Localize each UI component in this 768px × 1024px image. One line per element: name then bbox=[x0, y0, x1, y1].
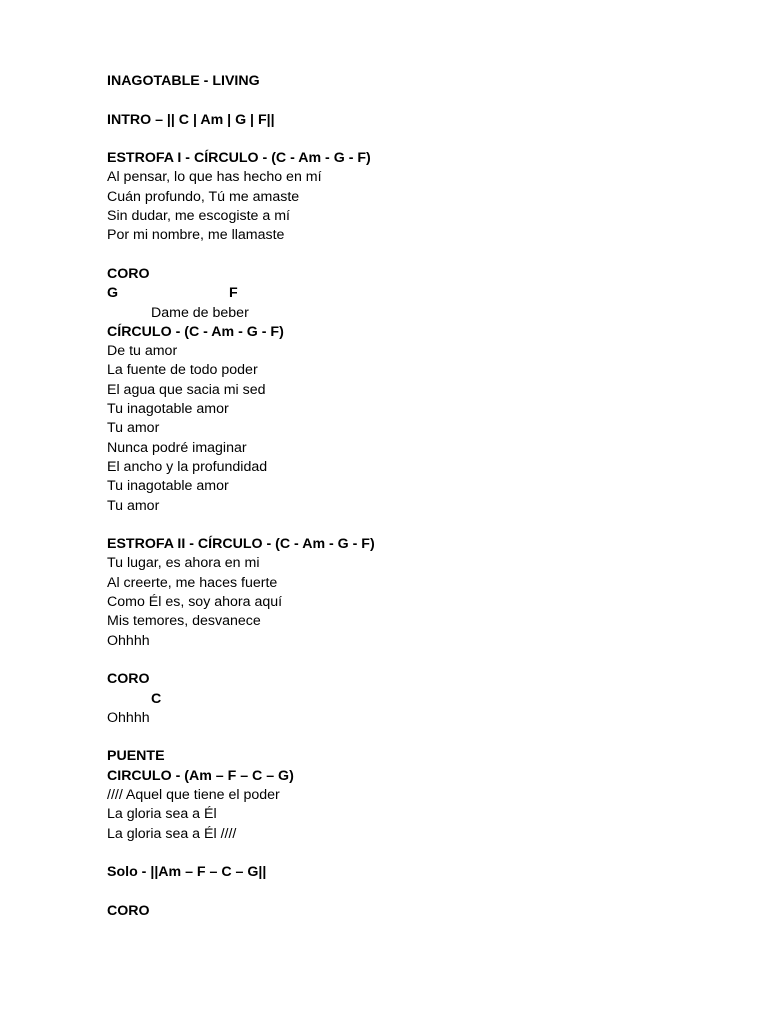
chorus-1 bbox=[107, 265, 707, 516]
lyric-line: El agua que sacia mi sed bbox=[107, 381, 266, 398]
spacer bbox=[107, 844, 707, 863]
lyric-line: //// Aquel que tiene el poder bbox=[107, 786, 280, 803]
lyric-line: La gloria sea a Él //// bbox=[107, 825, 237, 842]
final-chorus-heading: CORO bbox=[107, 902, 150, 919]
lyric-line: El ancho y la profundidad bbox=[107, 458, 268, 475]
chorus-1-heading: CORO bbox=[107, 265, 150, 282]
lyric-line: Tu amor bbox=[107, 497, 160, 514]
lyric-line: Mis temores, desvanece bbox=[107, 613, 261, 630]
chorus-2-heading: CORO bbox=[107, 671, 150, 688]
verse-1 bbox=[107, 149, 707, 245]
chord-row bbox=[107, 284, 707, 303]
bridge-heading: PUENTE bbox=[107, 748, 165, 765]
spacer bbox=[107, 91, 707, 110]
lyric-line: Al creerte, me haces fuerte bbox=[107, 574, 278, 591]
lyric-line: Por mi nombre, me llamaste bbox=[107, 227, 285, 244]
lyric-line: Tu inagotable amor bbox=[107, 401, 229, 418]
spacer bbox=[107, 130, 707, 149]
song-sheet bbox=[107, 72, 707, 921]
lyric-line: La gloria sea a Él bbox=[107, 806, 217, 823]
lyric-line: Ohhhh bbox=[107, 632, 150, 649]
spacer bbox=[107, 246, 707, 265]
lyric-line: Nunca podré imaginar bbox=[107, 439, 247, 456]
lyric-line: Ohhhh bbox=[107, 709, 150, 726]
intro-chords: INTRO – || C | Am | G | F|| bbox=[107, 111, 275, 128]
chord-g: G bbox=[107, 285, 119, 302]
song-title: INAGOTABLE - LIVING bbox=[107, 73, 260, 89]
lyric-line: Al pensar, lo que has hecho en mí bbox=[107, 169, 322, 186]
lyric-line: Cuán profundo, Tú me amaste bbox=[107, 188, 300, 205]
verse-2 bbox=[107, 535, 707, 651]
lyric-line: La fuente de todo poder bbox=[107, 362, 258, 379]
verse-2-heading: ESTROFA II - CÍRCULO - (C - Am - G - F) bbox=[107, 536, 375, 553]
lyric-line: Tu lugar, es ahora en mi bbox=[107, 555, 260, 572]
bridge-circle-chords: CIRCULO - (Am – F – C – G) bbox=[107, 767, 294, 784]
spacer bbox=[107, 882, 707, 901]
lyric-line: Como Él es, soy ahora aquí bbox=[107, 594, 283, 611]
lyric-line: De tu amor bbox=[107, 343, 178, 360]
chorus-circle-chords: CÍRCULO - (C - Am - G - F) bbox=[107, 323, 284, 340]
spacer bbox=[107, 516, 707, 535]
chord-c: C bbox=[151, 690, 162, 707]
chord-f: F bbox=[229, 285, 238, 302]
lyric-line: Tu inagotable amor bbox=[107, 478, 229, 495]
lyric-line: Tu amor bbox=[107, 420, 160, 437]
lyric-line: Dame de beber bbox=[151, 304, 249, 321]
chord-row bbox=[107, 690, 707, 709]
solo-chords: Solo - ||Am – F – C – G|| bbox=[107, 864, 267, 881]
spacer bbox=[107, 728, 707, 747]
spacer bbox=[107, 651, 707, 670]
bridge bbox=[107, 747, 707, 843]
lyric-line: Sin dudar, me escogiste a mí bbox=[107, 208, 290, 225]
verse-1-heading: ESTROFA I - CÍRCULO - (C - Am - G - F) bbox=[107, 150, 371, 167]
chorus-2 bbox=[107, 670, 707, 728]
